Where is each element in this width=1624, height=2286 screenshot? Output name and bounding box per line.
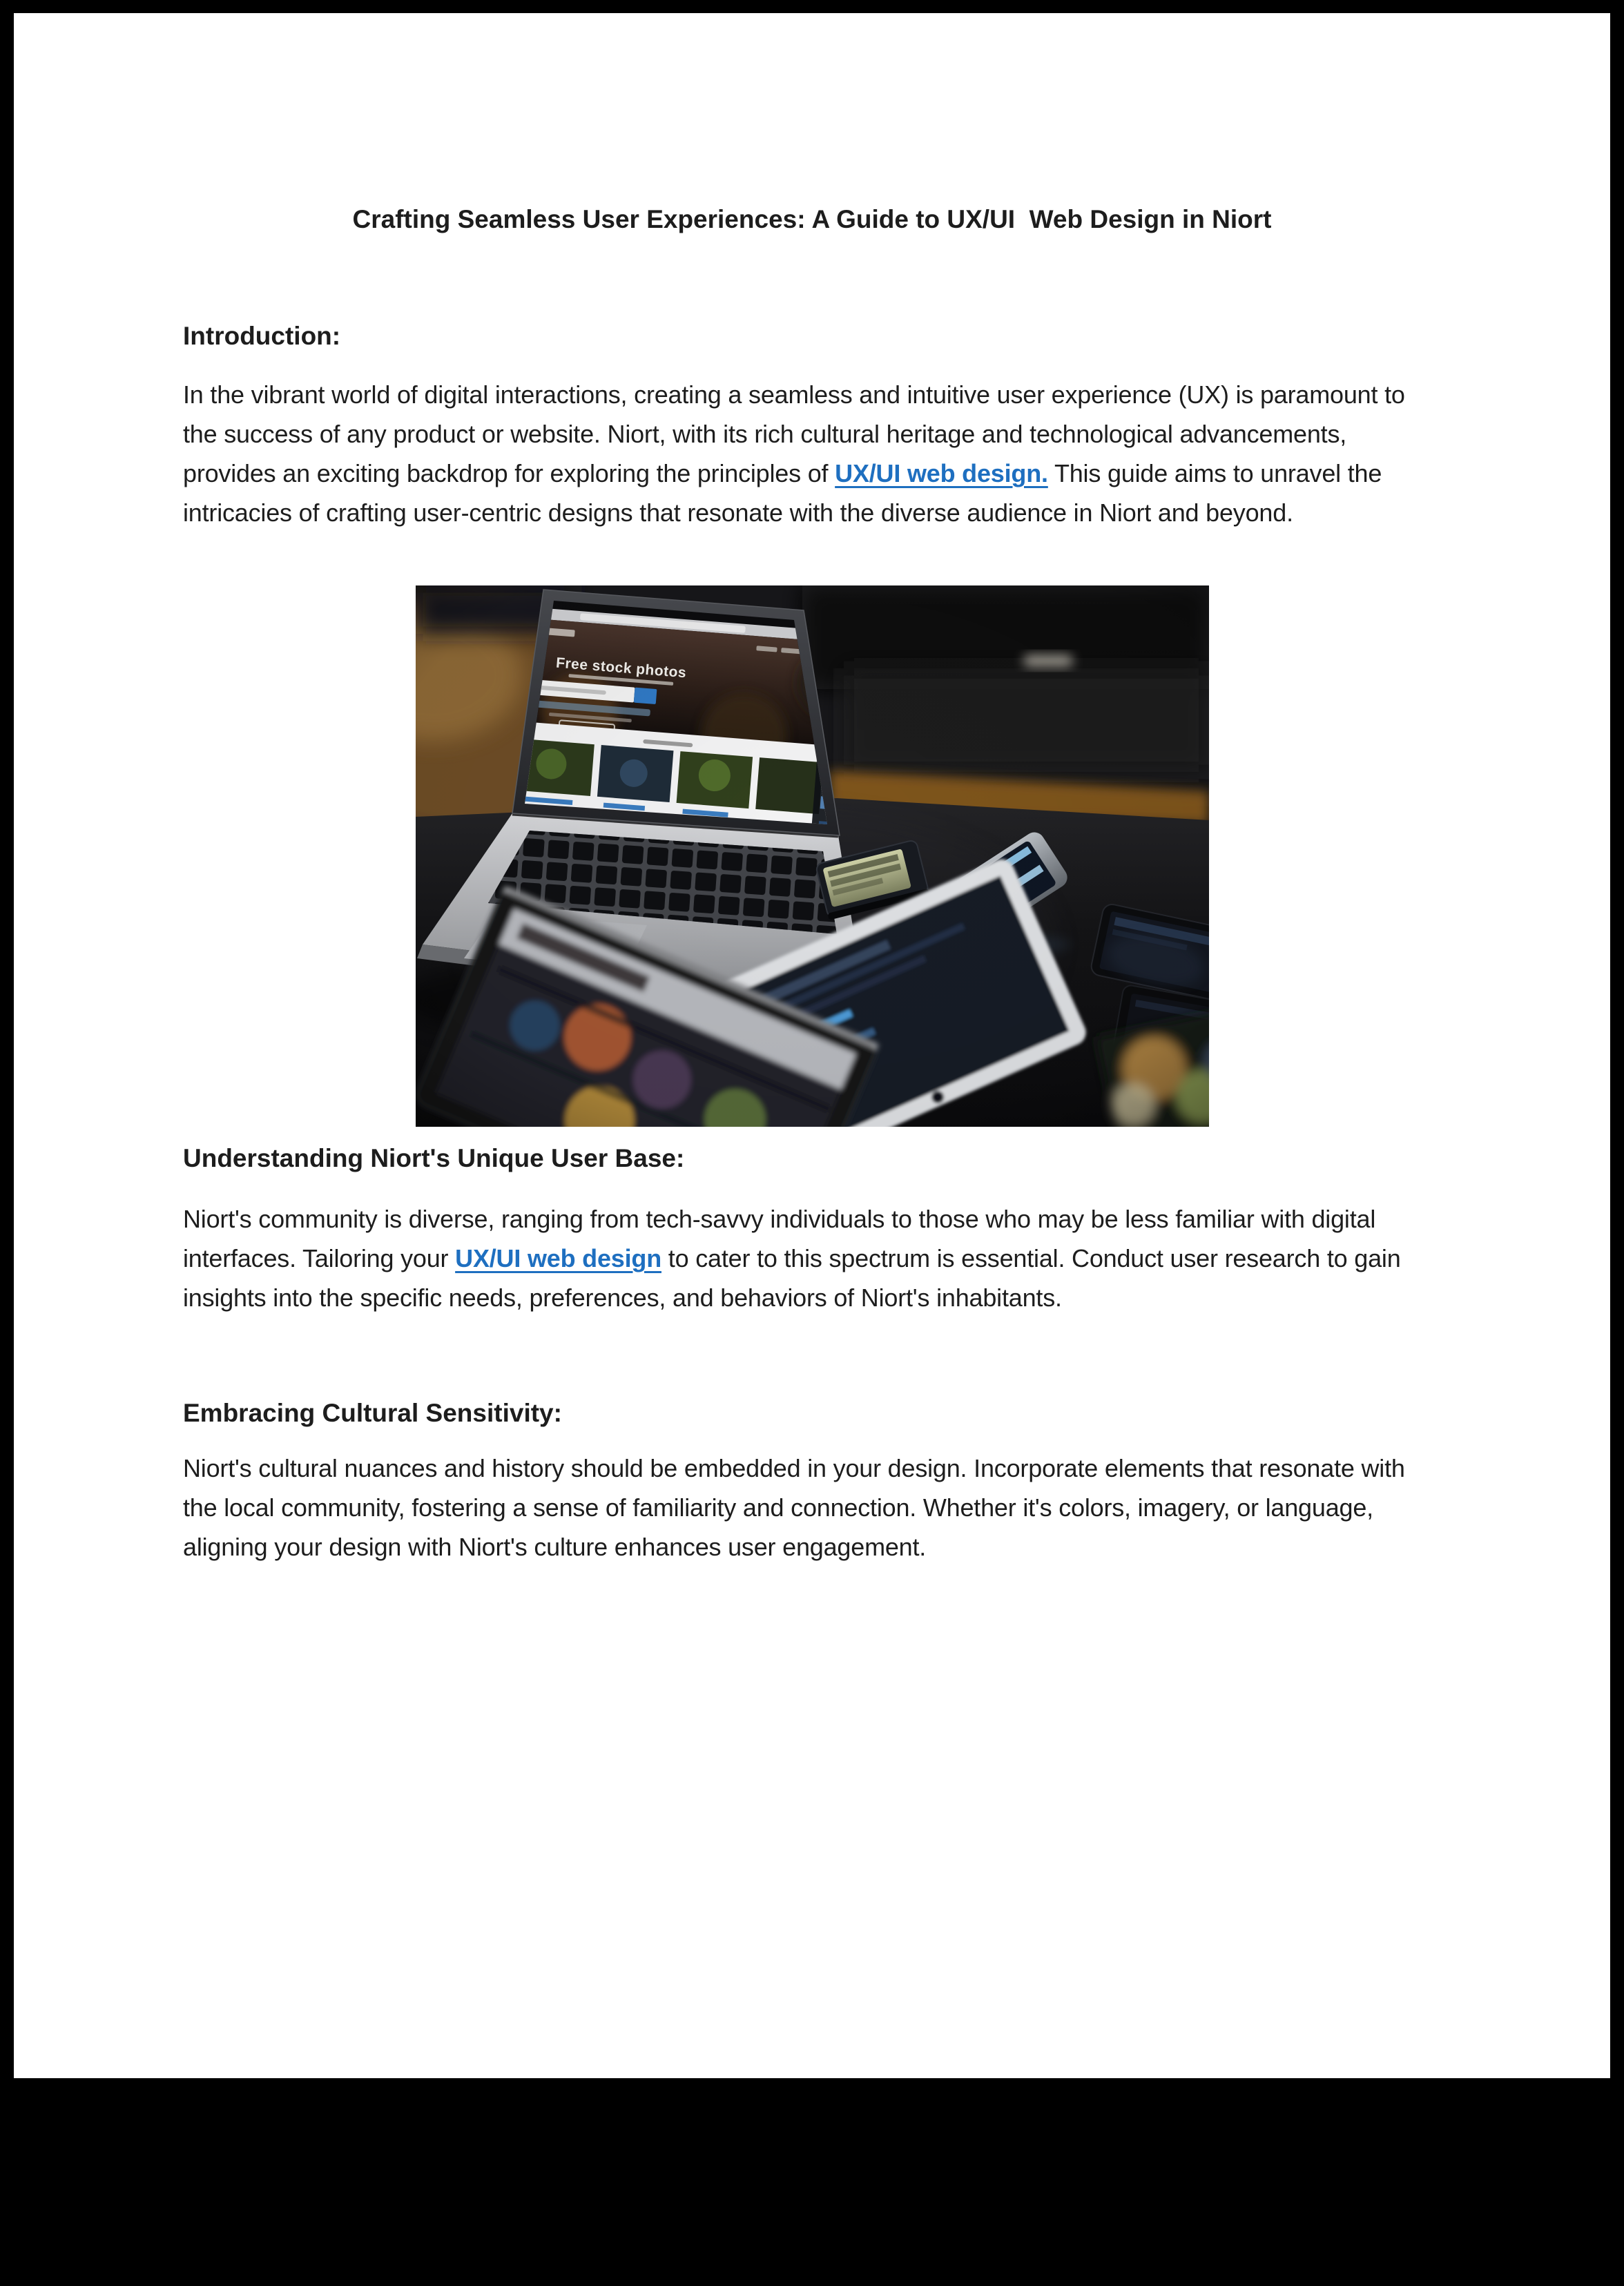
intro-text-after-link: This guide aims to unravel the intricacies of crafting user-centric designs that resonate with the diverse audience in Niort and beyond. bbox=[183, 459, 1382, 527]
devices-photo-illustration bbox=[416, 585, 1209, 1127]
devices-photo bbox=[416, 585, 1209, 1127]
intro-heading: Introduction: bbox=[183, 322, 341, 350]
user-base-paragraph bbox=[183, 1199, 1430, 1317]
user-base-heading: Understanding Niort's Unique User Base: bbox=[183, 1144, 685, 1172]
culture-heading: Embracing Cultural Sensitivity: bbox=[183, 1399, 562, 1427]
document-title: Crafting Seamless User Experiences: A Guide to UX/UI Web Design in Niort bbox=[352, 205, 1272, 233]
uxui-web-design-link-intro[interactable]: UX/UI web design. bbox=[835, 459, 1048, 487]
intro-paragraph bbox=[183, 375, 1430, 532]
intro-text-before-link: In the vibrant world of digital interactions, creating a seamless and intuitive user experience (UX) is paramount to the success of any product or website. Niort, with its rich cultural heritage and technological advancements, provides an exciting backdrop for exploring the principles of bbox=[183, 380, 1405, 487]
photo-vignette bbox=[416, 585, 1209, 1127]
user-base-text-after-link: to cater to this spectrum is essential. Conduct user research to gain insights into the specific needs, preferences, and behaviors of Niort's inhabitants. bbox=[183, 1244, 1401, 1312]
uxui-web-design-link-user-base[interactable]: UX/UI web design bbox=[455, 1244, 661, 1272]
user-base-text-before-link: Niort's community is diverse, ranging from tech-savvy individuals to those who may be less familiar with digital interfaces. Tailoring your bbox=[183, 1205, 1376, 1272]
culture-paragraph: Niort's cultural nuances and history should be embedded in your design. Incorporate elements that resonate with the local community, fostering a sense of familiarity and connection. Whether it's colors, imagery, or language, aligning your design with Niort's culture enhances user engagement. bbox=[183, 1454, 1405, 1561]
document-page bbox=[14, 13, 1610, 2078]
